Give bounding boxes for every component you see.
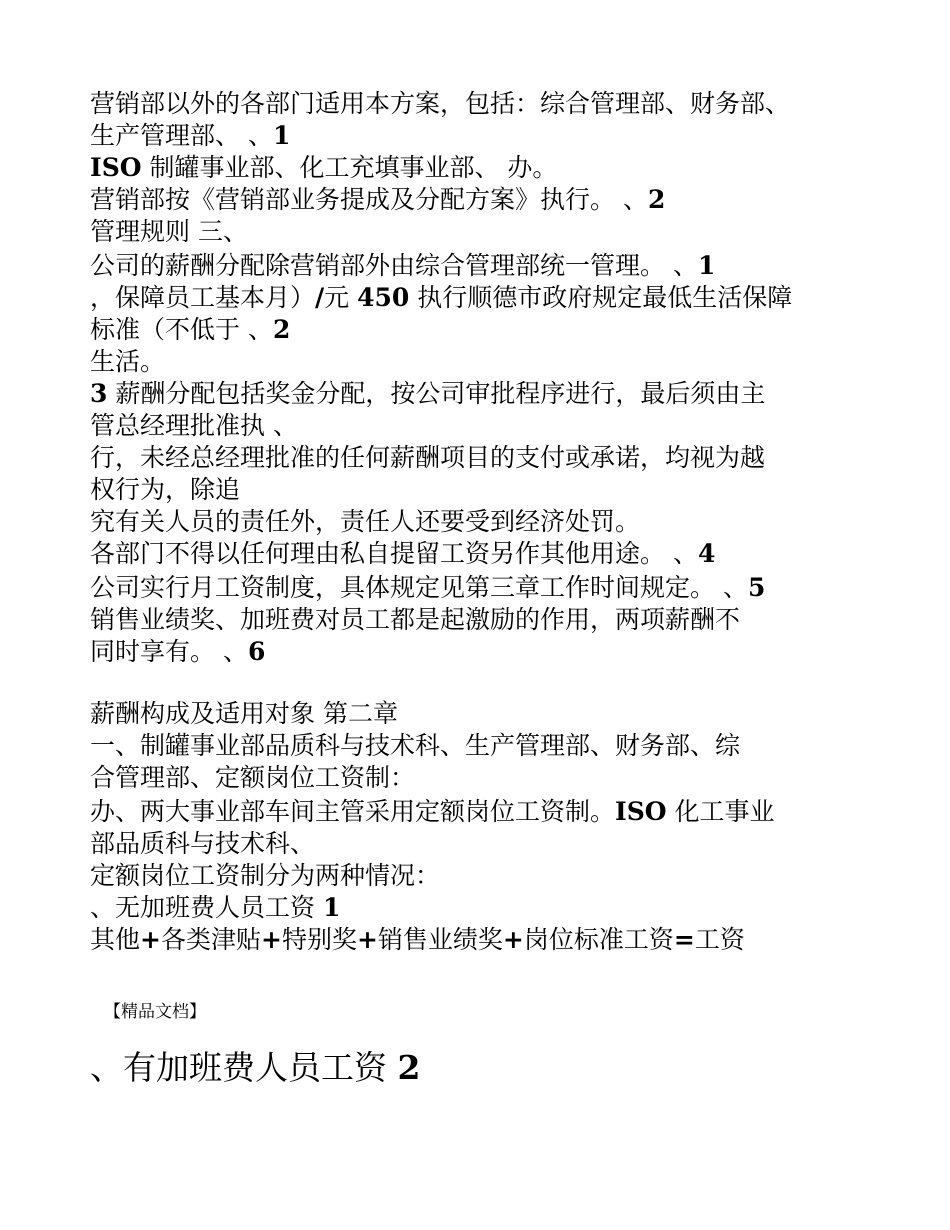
text-fragment: 公司实行月工资制度，具体规定见第三章工作时间规定。 、 (90, 573, 748, 602)
text-line (90, 442, 880, 474)
text-fragment: 、有加班费人员工资 (90, 1048, 398, 1087)
text-fragment: 部品质科与技术科、 (90, 829, 316, 858)
text-line (90, 860, 880, 892)
bold-fragment: 1 (272, 121, 291, 150)
text-line (90, 410, 880, 442)
footer-label: 【精品文档】 (104, 1002, 206, 1022)
bold-fragment: + (260, 925, 282, 954)
text-fragment: 各类津贴 (160, 925, 261, 954)
text-fragment: 一、制罐事业部品质科与技术科、生产管理部、财务部、综 (90, 731, 741, 760)
text-fragment: 生活。 (90, 347, 166, 376)
text-line (90, 924, 880, 956)
bold-fragment: 1 (697, 251, 716, 280)
text-fragment: 办、两大事业部车间主管采用定额岗位工资制。 (90, 797, 616, 826)
text-fragment: 特别奖 (281, 925, 357, 954)
bold-fragment: 2 (272, 315, 291, 344)
text-fragment: 岗位标准工资 (523, 925, 674, 954)
text-fragment: 薪酬分配包括奖金分配，按公司审批程序进行，最后须由主 (107, 379, 766, 408)
bold-fragment: / (315, 283, 325, 312)
bold-fragment: 1 (322, 893, 341, 922)
text-line (90, 120, 880, 152)
bold-fragment: 3 (90, 379, 108, 408)
section-heading (90, 1048, 880, 1088)
text-line (90, 346, 880, 378)
bold-fragment: 450 (357, 283, 410, 312)
text-fragment: 化工事业 (666, 797, 775, 826)
bold-fragment: 2 (397, 1048, 421, 1087)
text-line (90, 538, 880, 570)
text-line (90, 314, 880, 346)
text-line (90, 250, 880, 282)
text-fragment: 标准（不低于 、 (90, 315, 273, 344)
text-line (90, 184, 880, 216)
text-line (90, 604, 880, 636)
text-fragment: 销售业绩奖、加班费对员工都是起激励的作用，两项薪酬不 (90, 605, 741, 634)
text-line (90, 474, 880, 506)
text-fragment: ，保障员工基本月） (90, 283, 316, 312)
text-fragment: 定额岗位工资制分为两种情况： (90, 861, 441, 890)
text-line (90, 216, 880, 248)
text-fragment: 其他 (90, 925, 141, 954)
text-line (90, 698, 880, 730)
text-fragment: 权行为，除追 (90, 475, 241, 504)
text-line (90, 828, 880, 860)
text-fragment: 究有关人员的责任外，责任人还要受到经济处罚。 (90, 507, 641, 536)
text-line (90, 282, 880, 314)
text-fragment: 营销部以外的各部门适用本方案，包括：综合管理部、财务部、 (90, 89, 791, 118)
bold-fragment: = (673, 925, 695, 954)
text-fragment: 销售业绩奖 (377, 925, 503, 954)
bold-fragment: + (356, 925, 378, 954)
bold-fragment: 5 (747, 573, 766, 602)
text-fragment: 营销部按《营销部业务提成及分配方案》执行。 、 (90, 185, 648, 214)
text-fragment: 同时享有。 、 (90, 637, 248, 666)
text-fragment: 元 (324, 283, 358, 312)
text-line (90, 730, 880, 762)
bold-fragment: 2 (647, 185, 666, 214)
text-fragment: 、无加班费人员工资 (90, 893, 323, 922)
text-fragment: 公司的薪酬分配除营销部外由综合管理部统一管理。 、 (90, 251, 698, 280)
text-fragment: 行，未经总经理批准的任何薪酬项目的支付或承诺，均视为越 (90, 443, 766, 472)
text-line (90, 892, 880, 924)
bold-fragment: + (140, 925, 161, 954)
bold-fragment: + (502, 925, 524, 954)
text-line (90, 572, 880, 604)
text-fragment: 管理规则 三、 (90, 217, 248, 246)
text-fragment: 工资 (694, 925, 745, 954)
bold-fragment: ISO (615, 797, 667, 826)
text-fragment: 制罐事业部、化工充填事业部、 办。 (141, 153, 558, 182)
text-line (90, 796, 880, 828)
text-line (90, 762, 880, 794)
text-fragment: 执行顺德市政府规定最低生活保障 (409, 283, 793, 312)
bold-fragment: 6 (247, 637, 266, 666)
text-line (90, 152, 880, 184)
text-line (90, 506, 880, 538)
text-fragment: 各部门不得以任何理由私自提留工资另作其他用途。 、 (90, 539, 698, 568)
text-line (90, 378, 880, 410)
bold-fragment: ISO (90, 153, 142, 182)
text-fragment: 生产管理部、 、 (90, 121, 273, 150)
text-fragment: 薪酬构成及适用对象 第二章 (90, 699, 398, 728)
text-line (90, 88, 880, 120)
text-line (90, 636, 880, 668)
text-fragment: 合管理部、定额岗位工资制： (90, 763, 416, 792)
bold-fragment: 4 (697, 539, 716, 568)
text-fragment: 管总经理批准执 、 (90, 411, 298, 440)
